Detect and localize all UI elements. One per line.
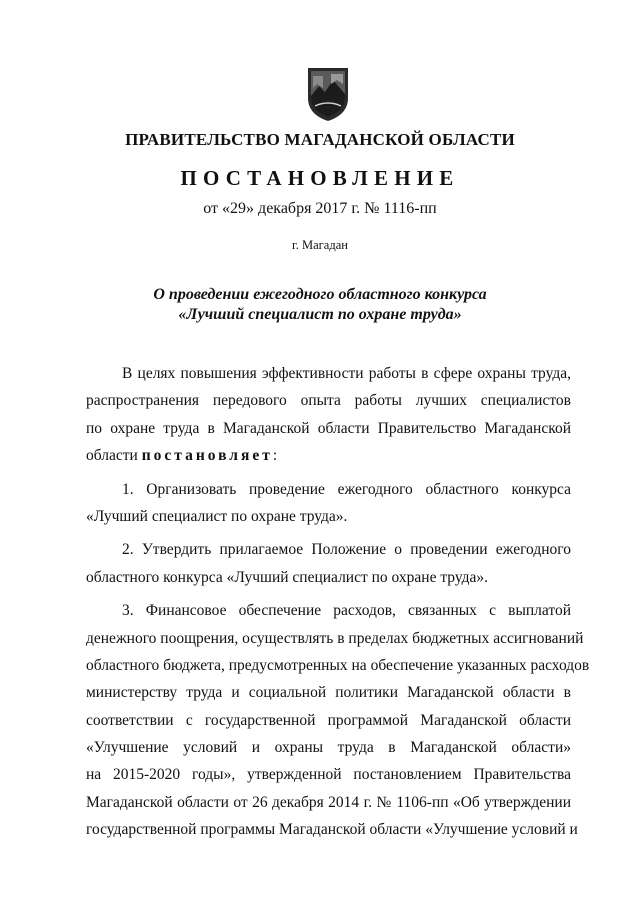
coat-of-arms-icon xyxy=(305,66,351,122)
text-fragment: области xyxy=(86,447,142,465)
list-item-line: Магаданской области от 26 декабря 2014 г. № 1106-пп «Об утверждении xyxy=(86,793,571,811)
list-item-line: денежного поощрения, осуществлять в пределах бюджетных ассигнований xyxy=(86,629,584,647)
list-item-line: министерству труда и социальной политики Магаданской области в xyxy=(86,684,571,702)
list-item-line: 2. Утвердить прилагаемое Положение о проведении ежегодного xyxy=(122,541,571,559)
organization-name: ПРАВИТЕЛЬСТВО МАГАДАНСКОЙ ОБЛАСТИ xyxy=(125,130,515,149)
paragraph-line xyxy=(86,442,571,469)
paragraph-line: по охране труда в Магаданской области Правительство Магаданской xyxy=(86,419,571,437)
document-date-number: от «29» декабря 2017 г. № 1116-пп xyxy=(203,200,437,217)
paragraph-line: распространения передового опыта работы лучших специалистов xyxy=(86,392,571,410)
paragraph-line: В целях повышения эффективности работы в сфере охраны труда, xyxy=(122,365,571,382)
resolution-keyword: постановляет xyxy=(141,447,273,465)
list-item-line: государственной программы Магаданской области «Улучшение условий и xyxy=(86,821,578,839)
list-item-line: областного бюджета, предусмотренных на обеспечение указанных расходов xyxy=(86,656,590,674)
document-body xyxy=(86,360,590,844)
list-item-line: соответствии с государственной программой Магаданской области xyxy=(86,711,571,729)
list-item-line: на 2015-2020 годы», утвержденной постановлением Правительства xyxy=(86,766,571,784)
list-item-line: 1. Организовать проведение ежегодного областного конкурса xyxy=(122,480,571,498)
list-item-line: «Лучший специалист по охране труда». xyxy=(86,507,348,525)
document-title-line: «Лучший специалист по охране труда» xyxy=(178,306,462,323)
document-type: ПОСТАНОВЛЕНИЕ xyxy=(180,166,460,190)
list-item-line: 3. Финансовое обеспечение расходов, связанных с выплатой xyxy=(122,602,571,620)
list-item-line: «Улучшение условий и охраны труда в Магаданской области» xyxy=(86,739,571,757)
document-title-line: О проведении ежегодного областного конкурса xyxy=(153,286,487,303)
document-city: г. Магадан xyxy=(292,238,348,252)
list-item-line: областного конкурса «Лучший специалист по охране труда». xyxy=(86,568,489,586)
document-title xyxy=(0,285,640,325)
text-fragment: : xyxy=(272,447,278,465)
